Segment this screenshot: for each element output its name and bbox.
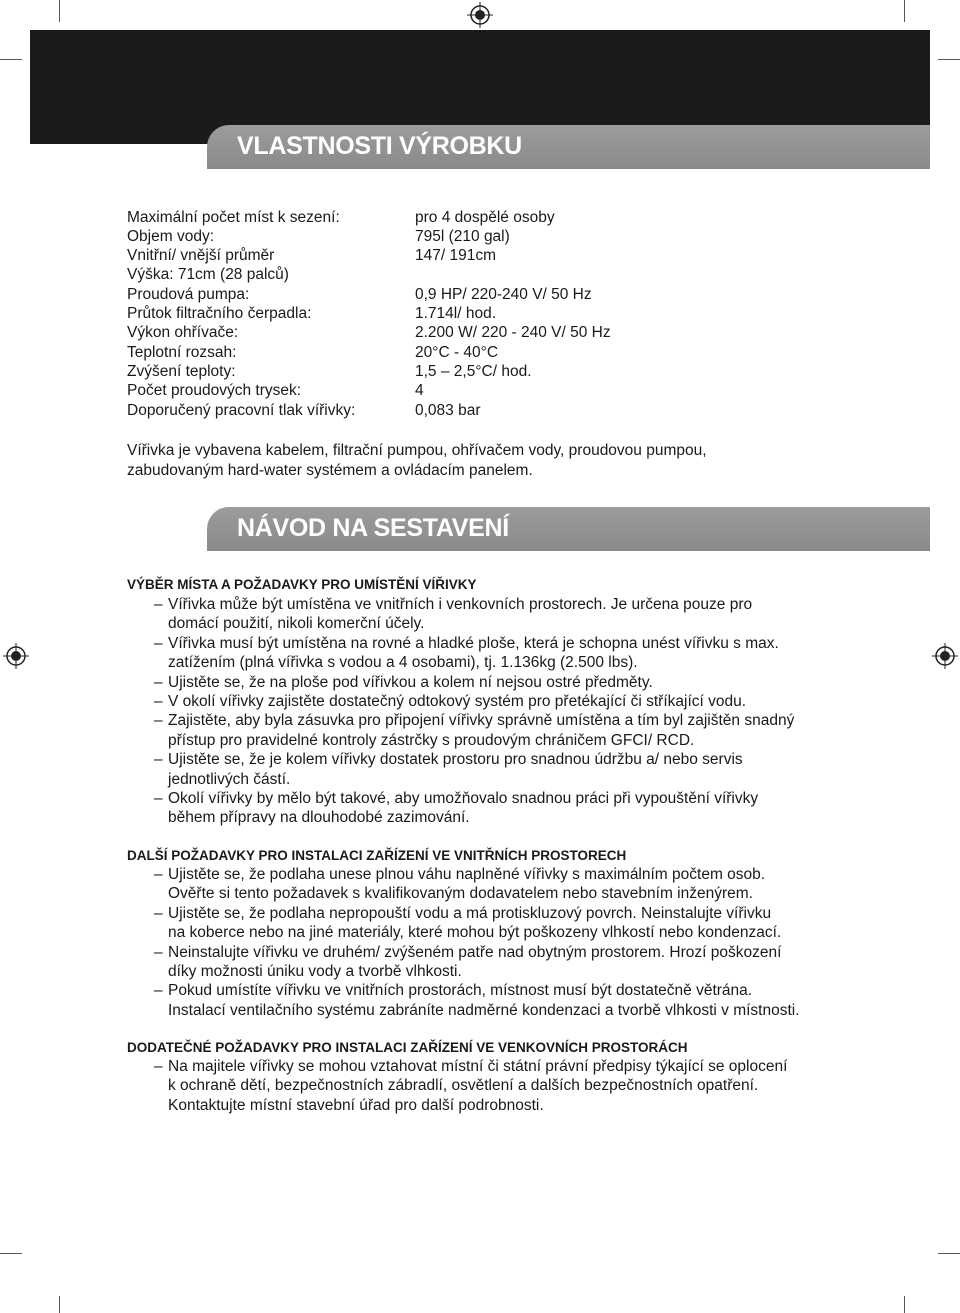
registration-mark-icon [932,643,958,669]
crop-mark [0,59,22,60]
crop-mark [938,1253,960,1254]
intro-paragraph: Vířivka je vybavena kabelem, filtrační pumpou, ohřívačem vody, proudovou pumpou, zabudovaným hard-water systémem a ovládacím panelem. [127,442,707,479]
list-item: – Pokud umístíte vířivku ve vnitřních prostorách, místnost musí být dostatečně větrána. Instalací ventilačního systému zabráníte nadměrné kondenzaci a tvorbě vlhkosti v místnosti. [154,982,800,1019]
list-item: – Zajistěte, aby byla zásuvka pro připojení vířivky správně umístěna a tím byl zajištěn snadný přístup pro pravidelné kontroly zástrčky s proudovým chráničem GFCI/ RCD. [154,712,795,749]
crop-mark [59,0,60,22]
registration-mark-icon [3,643,29,669]
list-item: – Na majitele vířivky se mohou vztahovat místní či státní právní předpisy týkající se oplocení k ochraně dětí, bezpečnostních zábradlí, osvětlení a dalších bezpečnostních opatření. Kontaktujte místní stavební úřad pro další podrobnosti. [154,1058,788,1114]
list-item: – Ujistěte se, že na ploše pod vířivkou a kolem ní nejsou ostré předměty. [154,673,653,691]
subsection-heading: VÝBĚR MÍSTA A POŽADAVKY PRO UMÍSTĚNÍ VÍŘIVKY [127,577,477,592]
crop-mark [0,1253,22,1254]
section-title: NÁVOD NA SESTAVENÍ [237,514,509,542]
bullet-list [127,595,847,828]
crop-mark [904,0,905,22]
list-item: – Okolí vířivky by mělo být takové, aby umožňovalo snadnou práci při vypouštění vířivky během přípravy na dlouhodobé zazimování. [154,790,759,827]
section-header-bar [207,507,930,551]
list-item: – Vířivka musí být umístěna na rovné a hladké ploše, která je schopna unést vířivku s max. zatížením (plná vířivka s vodou a 4 osobami), tj. 1.136kg (2.500 lbs). [154,634,779,672]
list-item: – Neinstalujte vířivku ve druhém/ zvýšeném patře nad obytným prostorem. Hrozí poškození díky možnosti úniku vody a tvorbě vlhkosti. [154,943,782,981]
section-header-bar [207,125,930,169]
list-item: – Ujistěte se, že podlaha unese plnou váhu naplněné vířivky s maximálním počtem osob. Ověřte si tento požadavek s kvalifikovaným dodavatelem nebo stavebním inženýrem. [154,866,766,903]
list-item: – Vířivka může být umístěna ve vnitřních i venkovních prostorech. Je určena pouze pro domácí použití, nikoli komerční účely. [154,596,753,633]
subsection-heading: DALŠÍ POŽADAVKY PRO INSTALACI ZAŘÍZENÍ VE VNITŘNÍCH PROSTORECH [127,848,627,863]
subsection-heading: DODATEČNÉ POŽADAVKY PRO INSTALACI ZAŘÍZENÍ VE VENKOVNÍCH PROSTORÁCH [127,1040,688,1055]
bullet-list [127,1057,847,1115]
bullet-list [127,865,847,1020]
registration-mark-icon [467,2,493,28]
section-title: VLASTNOSTI VÝROBKU [237,132,522,160]
list-item: – V okolí vířivky zajistěte dostatečný odtokový systém pro přetékající či stříkající vodu. [154,693,747,711]
crop-mark [938,59,960,60]
list-item: – Ujistěte se, že podlaha nepropouští vodu a má protiskluzový povrch. Neinstalujte vířivku na koberce nebo na jiné materiály, které mohou být poškozeny vlhkostí nebo kondenzací. [154,904,782,942]
crop-mark [904,1296,905,1313]
crop-mark [59,1296,60,1313]
list-item: – Ujistěte se, že je kolem vířivky dostatek prostoru pro snadnou údržbu a/ nebo servis jednotlivých částí. [154,751,743,788]
